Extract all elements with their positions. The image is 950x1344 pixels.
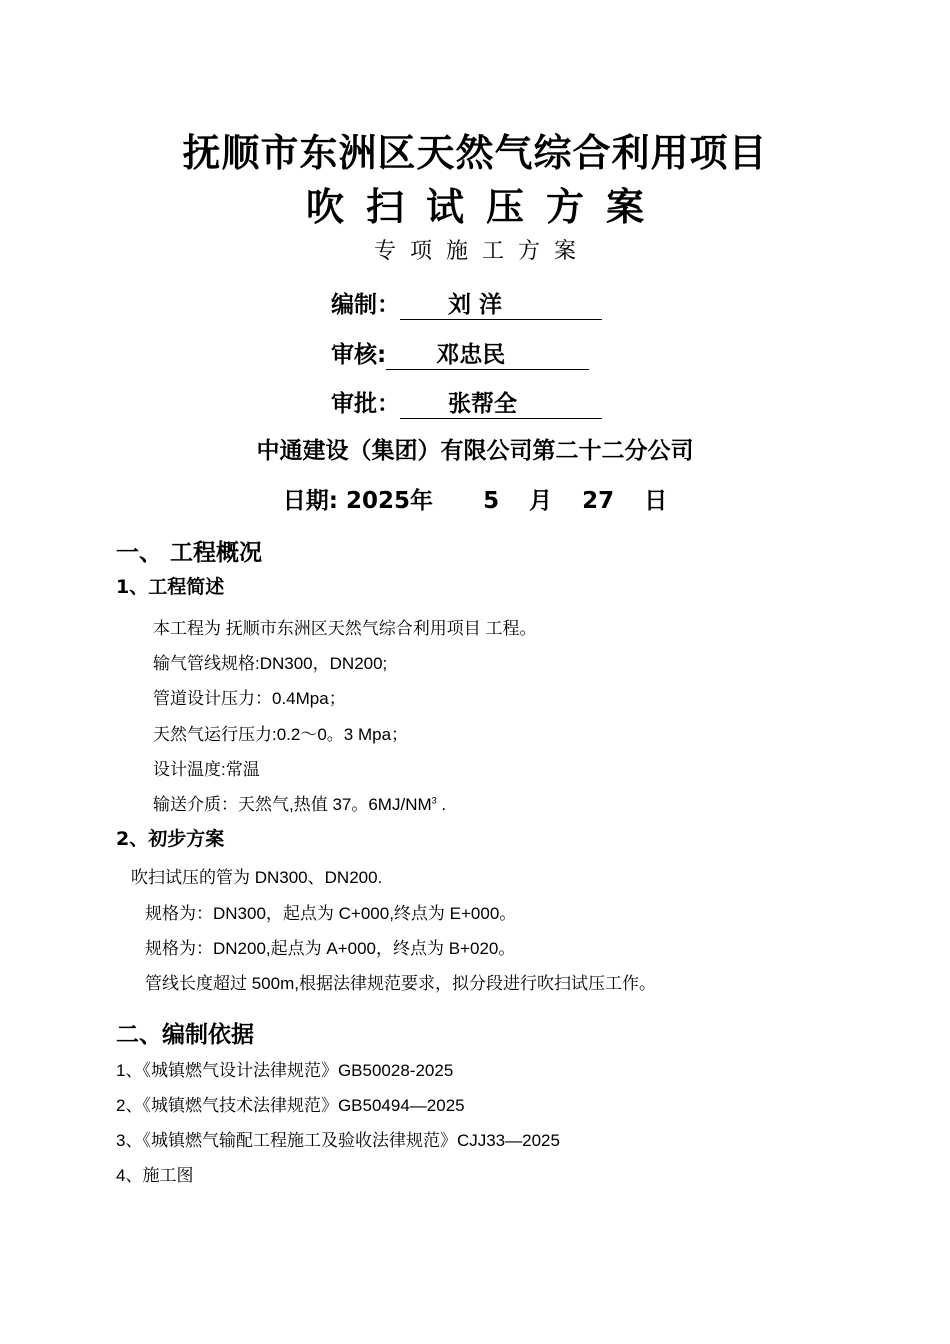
company-name: 中通建设（集团）有限公司第二十二分公司 [256,438,694,464]
reference-item: 4、施工图 [116,1166,194,1185]
section2-heading: 二、编制依据 [116,1022,254,1048]
overview-line [153,790,446,815]
plan-line: 管线长度超过 500m,根据法律规范要求，拟分段进行吹扫试压工作。 [145,974,656,993]
plan-line: 规格为：DN200,起点为 A+000，终点为 B+020。 [145,939,516,958]
author-name: 刘 洋 [400,291,602,320]
approver-name: 张帮全 [400,390,602,419]
overview-line: 输气管线规格:DN300，DN200; [153,654,388,673]
medium-superscript: 3 [431,795,437,806]
section1-sub1-heading: 1、工程简述 [116,576,225,598]
reviewer-signature [331,336,589,370]
date-day-unit: 日 [644,488,668,514]
reference-item: 1、《城镇燃气设计法律规范》GB50028-2025 [116,1061,454,1080]
overview-line: 天然气运行压力:0.2～0。3 Mpa； [153,725,409,744]
overview-line: 本工程为 抚顺市东洲区天然气综合利用项目 工程。 [153,619,537,638]
reviewer-name: 邓忠民 [386,341,589,370]
author-signature [331,286,602,320]
plan-line: 规格为：DN300，起点为 C+000,终点为 E+000。 [145,904,517,923]
reviewer-label: 审核: [331,342,387,368]
approver-label: 审批： [331,391,400,417]
date-day: 27 [582,488,615,514]
author-label: 编制： [331,292,400,318]
date-month-unit: 月 [529,488,553,514]
document-date [0,482,950,515]
section1-heading: 一、 工程概况 [116,540,263,566]
date-year: 2025 [346,488,411,514]
approver-signature [331,385,602,419]
document-category: 专项施工方案 [373,239,590,264]
date-label: 日期: [282,488,338,514]
plan-line: 吹扫试压的管为 DN300、DN200. [131,868,383,887]
date-year-unit: 年 [410,488,434,514]
date-month: 5 [483,488,500,514]
overview-line: 管道设计压力：0.4Mpa； [153,689,346,708]
document-title: 抚顺市东洲区天然气综合利用项目 [182,131,768,175]
overview-line: 设计温度:常温 [153,760,260,779]
reference-item: 2、《城镇燃气技术法律规范》GB50494—2025 [116,1096,465,1115]
reference-item: 3、《城镇燃气输配工程施工及验收法律规范》CJJ33—2025 [116,1131,560,1150]
section1-sub2-heading: 2、初步方案 [116,828,225,850]
medium-text: 输送介质：天然气,热值 37。6MJ/NM [153,795,432,814]
document-subtitle: 吹扫试压方案 [305,185,666,229]
medium-tail: . [436,795,447,814]
